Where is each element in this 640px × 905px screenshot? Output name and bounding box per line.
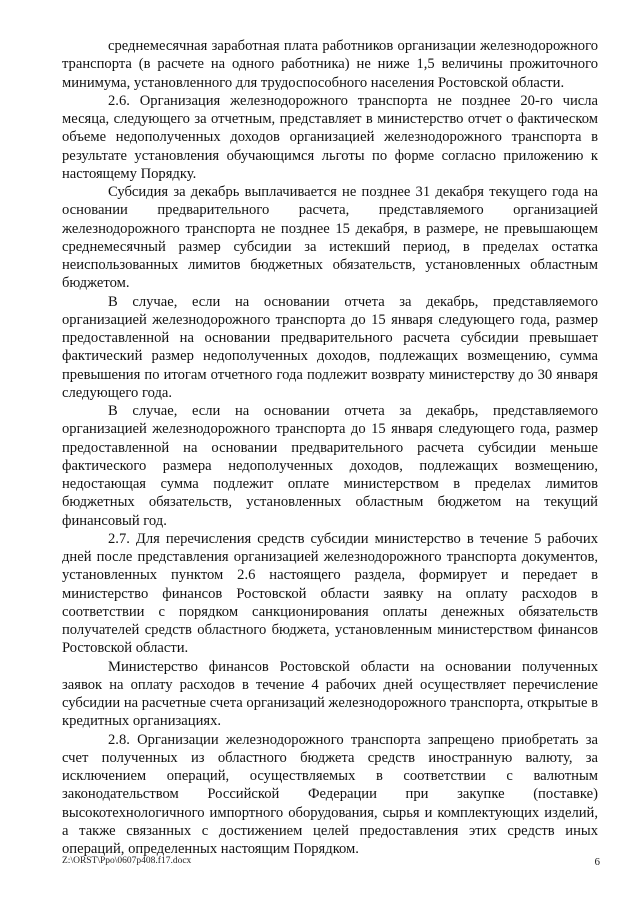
footer-page-number: 6 [594,856,600,868]
paragraph-8: 2.8. Организации железнодорожного транспорта запрещено приобретать за счет полученных из областного бюджета средств иностранную валюту, за исключением операций, осуществляемых в соответствии с валютным законодательством Российской Федерации при закупке (поставке) высокотехнологичного импортного оборудования, сырья и комплектующих изделий, а также связанных с достижением целей предоставления этих средств иных операций, определенных настоящим Порядком. [62,731,598,857]
paragraph-5: В случае, если на основании отчета за декабрь, представляемого организацией железнодорожного транспорта до 15 января следующего года, размер предоставленной на основании предварительного расчета субсидии меньше фактического размера недополученных доходов, подлежащих возмещению, недостающая сумма подлежит оплате министерством в пределах лимитов бюджетных обязательств, установленных областным бюджетом на текущий финансовый год. [62,403,598,529]
paragraph-6: 2.7. Для перечисления средств субсидии министерство в течение 5 рабочих дней после представления организацией железнодорожного транспорта документов, установленных пунктом 2.6 настоящего раздела, формирует и передает в министерство финансов Ростовской области заявку на оплату расходов в соответствии с порядком санкционирования оплаты денежных обязательств получателей средств областного бюджета, установленным министерством финансов Ростовской области. [62,530,598,657]
paragraph-1: среднемесячная заработная плата работников организации железнодорожного транспорта (в расчете на одного работника) не ниже 1,5 величины прожиточного минимума, установленного для трудоспособного населения Ростовской области. [62,38,598,91]
paragraph-3: Субсидия за декабрь выплачивается не позднее 31 декабря текущего года на основании предварительного расчета, представляемого организацией железнодорожного транспорта не позднее 15 декабря, в размере, не превышающем среднемесячный размер субсидии за истекший период, в пределах остатка неиспользованных лимитов бюджетных обязательств, установленных областным бюджетом. [62,184,598,292]
paragraph-2: 2.6. Организация железнодорожного транспорта не позднее 20-го числа месяца, следующего за отчетным, представляет в министерство отчет о фактическом объеме недополученных доходов организацией железнодорожного транспорта в результате установления обучающимся льготы по форме согласно приложению к настоящему Порядку. [62,92,598,182]
paragraph-4: В случае, если на основании отчета за декабрь, представляемого организацией железнодорожного транспорта до 15 января следующего года, размер предоставленной на основании предварительного расчета субсидии превышает фактический размер недополученных доходов, подлежащих возмещению, сумма превышения по итогам отчетного года подлежит возврату министерству до 30 января следующего года. [62,293,598,401]
document-body [62,37,598,858]
paragraph-7: Министерство финансов Ростовской области на основании полученных заявок на оплату расходов в течение 4 рабочих дней осуществляет перечисление субсидии на расчетные счета организаций железнодорожного транспорта, открытые в кредитных организациях. [62,658,598,730]
footer-file-path: Z:\ORST\Ppo\0607p408.f17.docx [62,856,192,866]
